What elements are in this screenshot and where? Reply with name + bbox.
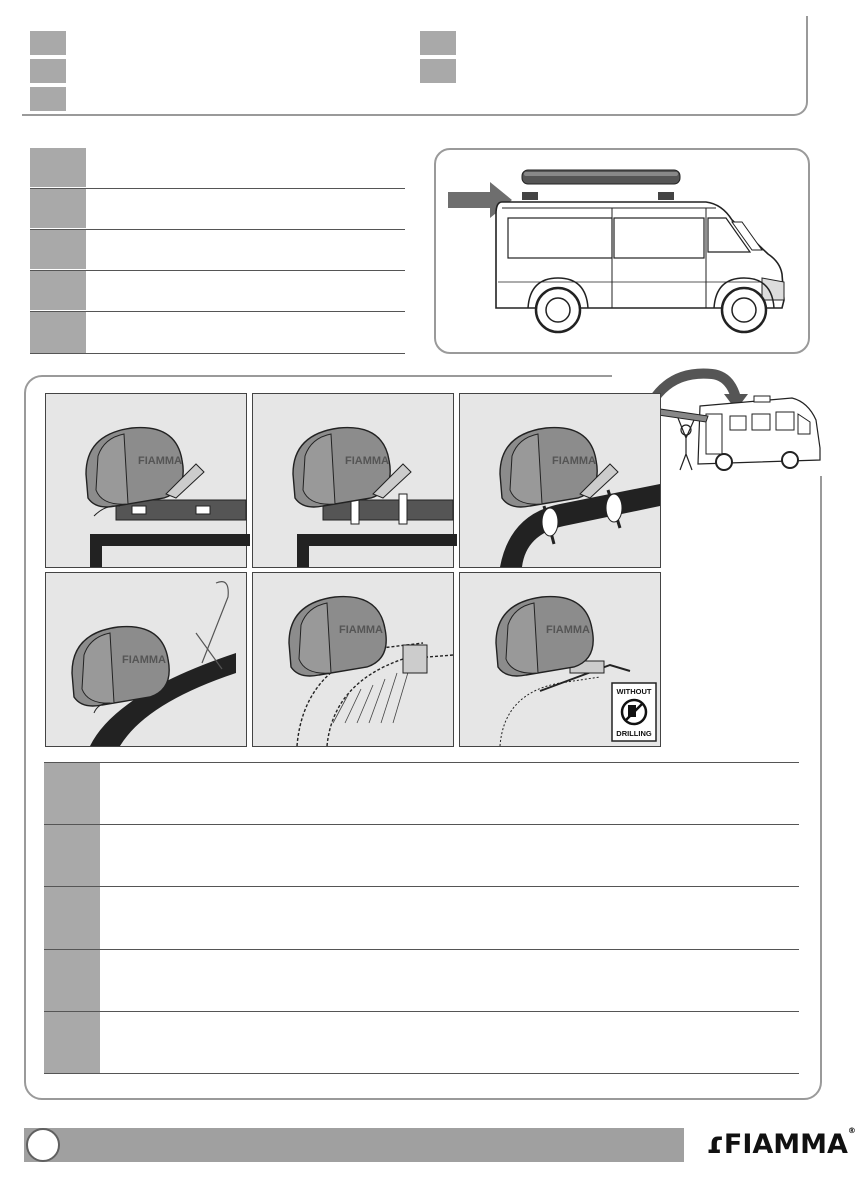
awning-logo: FIAMMA — [138, 455, 182, 467]
list-item — [30, 189, 405, 230]
awning-logo: FIAMMA — [122, 654, 166, 666]
list-item — [30, 148, 405, 189]
list-item — [44, 825, 799, 887]
legend-label-5 — [420, 59, 456, 83]
list-item — [44, 763, 799, 825]
fiamma-logo — [706, 1126, 856, 1161]
awning-logo: FIAMMA — [339, 624, 383, 636]
page-number-circle — [26, 1128, 60, 1162]
list-item — [44, 887, 799, 950]
flame-icon: ɾ — [706, 1126, 724, 1161]
panel-bracket-rail-b — [252, 393, 454, 568]
awning-logo: FIAMMA — [345, 455, 389, 467]
sign-line-2: DRILLING — [616, 729, 652, 738]
van-illustration-box — [434, 148, 810, 354]
brand-name: FIAMMA — [723, 1129, 848, 1160]
panel-bracket-rail-hook — [45, 572, 247, 747]
list-item — [30, 271, 405, 312]
footer-bar — [24, 1128, 684, 1162]
list-item — [30, 230, 405, 271]
list-item — [44, 950, 799, 1012]
divider — [44, 762, 799, 763]
panel-bracket-rail-a — [45, 393, 247, 568]
van-illustration — [436, 150, 808, 352]
awning-logo: FIAMMA — [552, 455, 596, 467]
no-drilling-icon — [622, 700, 646, 724]
list-item — [44, 1012, 799, 1074]
list-item — [30, 312, 405, 354]
panel-bracket-curved — [459, 393, 661, 568]
panel-bracket-fabric-wall — [252, 572, 454, 747]
legend-label-4 — [420, 31, 456, 55]
trademark: ® — [847, 1126, 856, 1135]
awning-logo: FIAMMA — [546, 624, 590, 636]
panel-bracket-no-drill — [459, 572, 661, 747]
legend-label-1 — [30, 31, 66, 55]
sign-line-1: WITHOUT — [616, 687, 652, 696]
legend-box — [22, 16, 808, 116]
legend-label-2 — [30, 59, 66, 83]
legend-label-3 — [30, 87, 66, 111]
